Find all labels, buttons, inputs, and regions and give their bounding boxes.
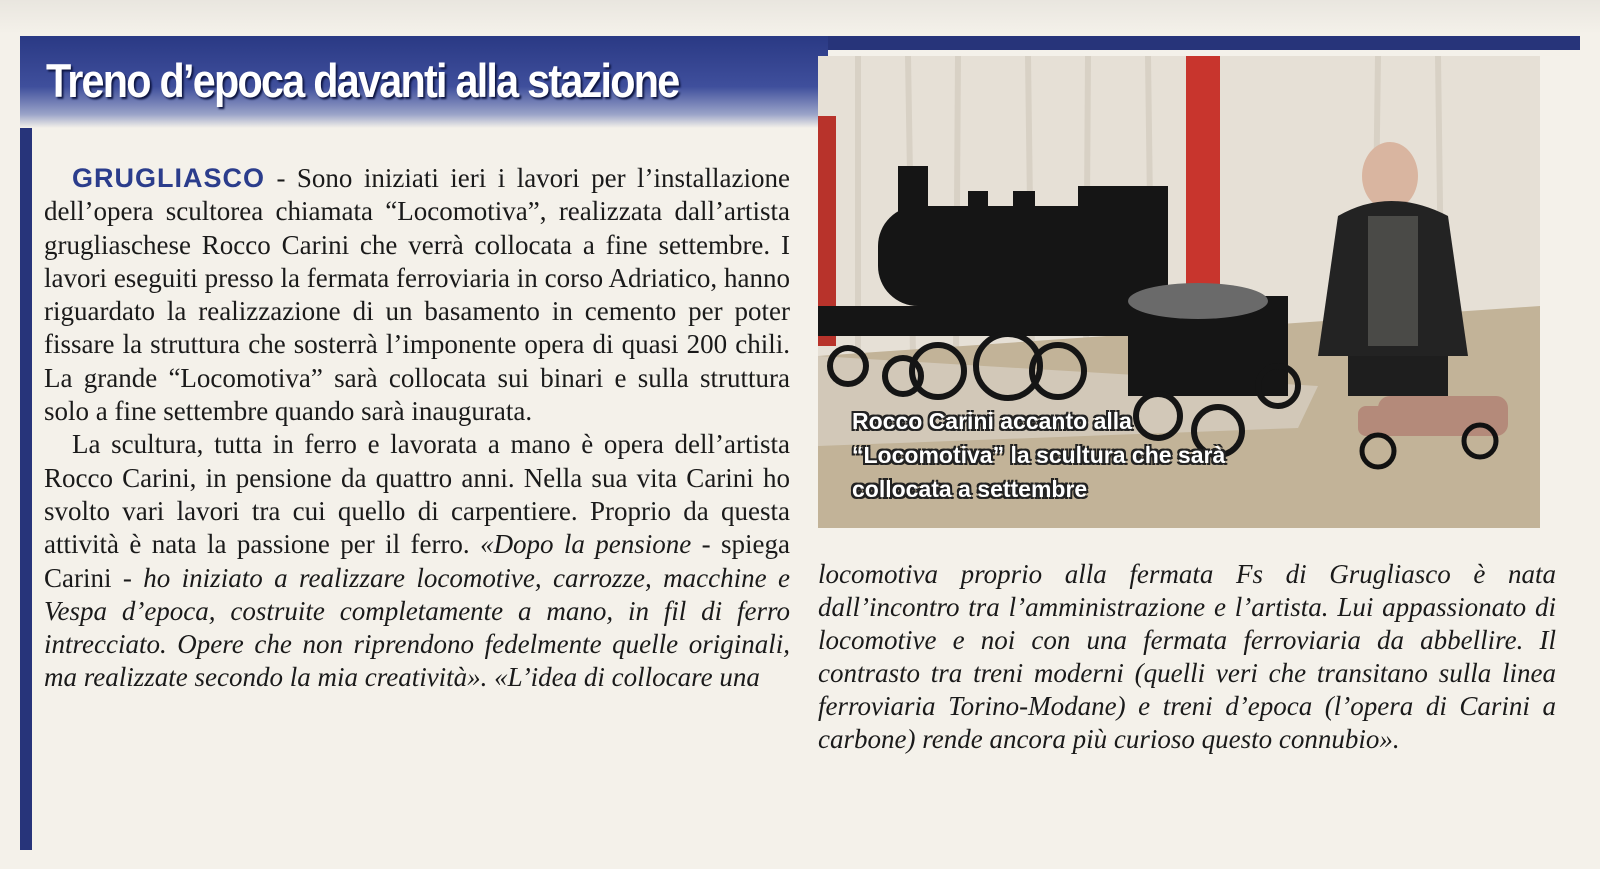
article-photo	[818, 56, 1540, 528]
left-column	[44, 162, 790, 695]
caption-line-1: Rocco Carini accanto alla	[852, 408, 1132, 434]
caption-line-3: collocata a settembre	[852, 476, 1088, 502]
quote-open: «Dopo la pensione	[480, 529, 692, 560]
paragraph-3: locomotiva proprio alla fermata Fs di Grugliasco è nata dall’incontro tra l’amministrazione e l’artista. Lui appassionato di locomotive e noi con una fermata ferroviaria da abbellire. Il contrasto tra treni moderni (quelli veri che transitano sulla linea ferroviaria Torino-Modane) e treni d’epoca (l’opera di Carini a carbone) rende ancora più curioso questo connubio».	[818, 559, 1556, 754]
photo-caption	[852, 404, 1332, 506]
quote-attribution: - spiega Carini -	[44, 529, 790, 593]
headline: Treno d’epoca davanti alla stazione	[46, 54, 679, 107]
right-column	[818, 558, 1556, 756]
page-top-strip	[0, 0, 1600, 34]
paragraph-2	[44, 428, 790, 694]
article-frame-left	[20, 36, 32, 850]
paragraph-1-text: - Sono iniziati ieri i lavori per l’installazione dell’opera scultorea chiamata “Locomotiva”, realizzata dall’artista grugliaschese Rocco Carini che verrà collocata a fine settembre. I lavori eseguiti presso la fermata ferroviaria in corso Adriatico, hanno riguardato la realizzazione di un basamento in cemento per poter fissare la struttura che sosterrà l’imponente opera di quasi 200 chili. La grande “Locomotiva” sarà collocata sui binari e sulla struttura solo a fine settembre quando sarà inaugurata.	[44, 163, 790, 427]
paragraph-2-text-a: La scultura, tutta in ferro e lavorata a mano è opera dell’artista Rocco Carini, in pensione da quattro anni. Nella sua vita Carini ho svolto vari lavori tra cui quello di carpentiere. Proprio da questa attività è nata la passione per il ferro.	[44, 429, 790, 560]
newspaper-article	[20, 36, 1580, 854]
headline-band	[20, 36, 828, 128]
scooter-sculpture	[1358, 396, 1508, 436]
caption-line-2: “Locomotiva” la scultura che sarà	[852, 442, 1226, 468]
paragraph-1	[44, 162, 790, 428]
quote-text: ho iniziato a realizzare locomotive, carrozze, macchine e Vespa d’epoca, costruite completamente a mano, in fil di ferro intrecciato. Opere che non riprendono fedelmente quelle originali, ma realizzate secondo la mia creatività». «L’idea di collocare una	[44, 562, 790, 693]
kicker-location: GRUGLIASCO	[72, 163, 266, 193]
